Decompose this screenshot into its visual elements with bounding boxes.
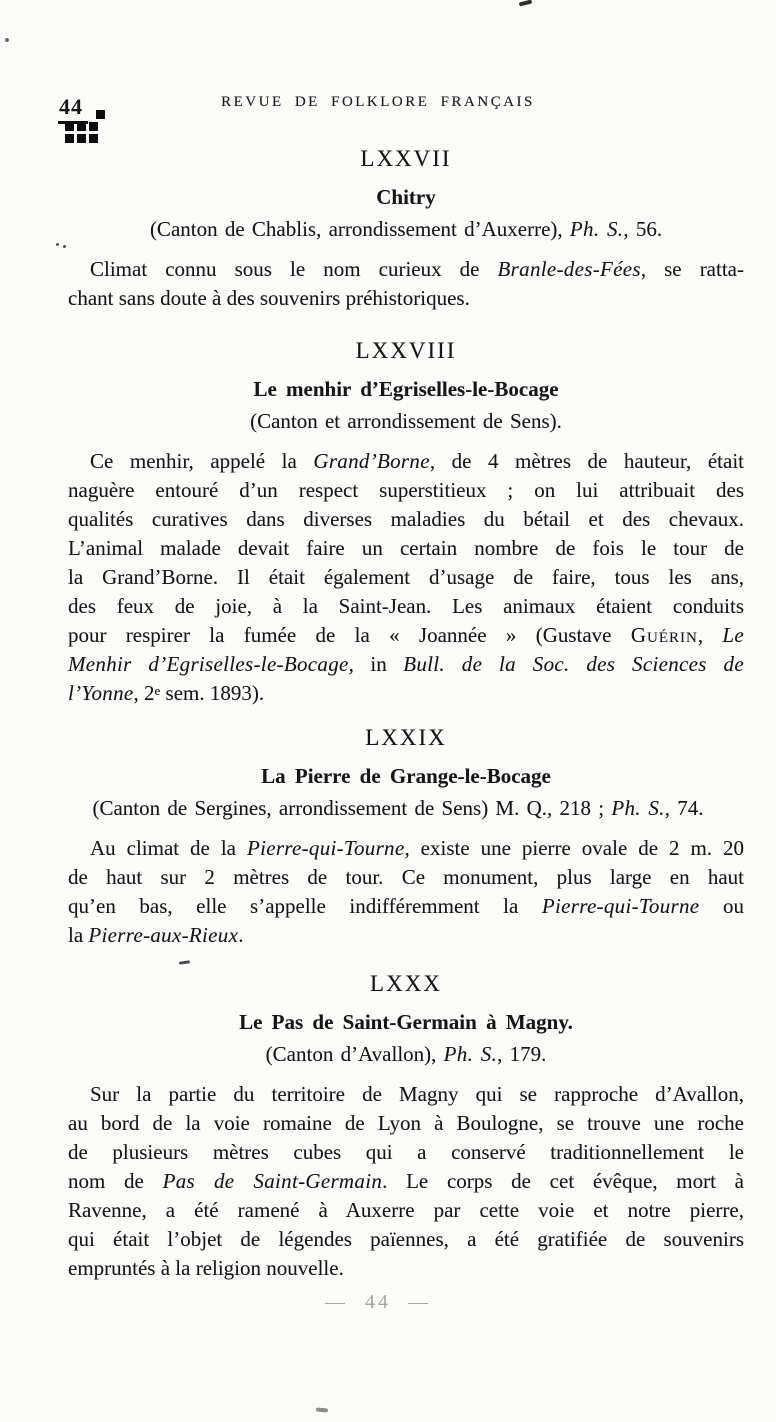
text-line: naguère entouré d’un respect superstitieux ; on lui attribuait des <box>68 478 744 502</box>
scan-artifact <box>56 243 59 246</box>
text-line: L’animal malade devait faire un certain nombre de fois le tour de <box>68 536 744 560</box>
text-line: qualités curatives dans diverses maladies du bétail et des chevaux. <box>68 507 744 531</box>
text-line: Ce menhir, appelé la Grand’Borne, de 4 mètres de hauteur, était <box>90 449 744 473</box>
section-paragraph <box>68 447 744 708</box>
section-paragraph <box>68 834 744 950</box>
section-numeral: LXXVII <box>360 146 452 171</box>
section-lxxx <box>68 969 744 1283</box>
ink-square <box>89 122 98 131</box>
text-line: qui était l’objet de légendes païennes, a été gratifiée de souvenirs <box>68 1227 744 1251</box>
text-line: de haut sur 2 mètres de tour. Ce monument, plus large en haut <box>68 865 744 889</box>
section-numeral: LXXIX <box>365 725 447 750</box>
scan-artifact <box>316 1407 328 1412</box>
section-lxxvii <box>68 144 744 313</box>
text-line: l’Yonne, 2e sem. 1893). <box>68 681 265 705</box>
ink-square <box>89 134 98 143</box>
ink-square <box>77 134 86 143</box>
section-subtitle: (Canton de Chablis, arrondissement d’Auxerre), Ph. S., 56. <box>149 217 663 241</box>
text-line: nom de Pas de Saint-Germain. Le corps de cet évêque, mort à <box>68 1169 744 1193</box>
section-title: Le Pas de Saint-Germain à Magny. <box>239 1010 573 1034</box>
text-line: la Grand’Borne. Il était également d’usage de faire, tous les ans, <box>68 565 744 589</box>
ink-square <box>65 122 74 131</box>
section-lxxix <box>68 723 744 950</box>
text-line: Au climat de la Pierre-qui-Tourne, existe une pierre ovale de 2 m. 20 <box>90 836 744 860</box>
section-subtitle: (Canton et arrondissement de Sens). <box>250 409 562 433</box>
section-subtitle: (Canton d’Avallon), Ph. S., 179. <box>265 1042 547 1066</box>
section-title: La Pierre de Grange-le-Bocage <box>261 764 551 788</box>
text-line: pour respirer la fumée de la « Joannée » (Gustave Guérin, Le <box>68 623 745 647</box>
running-header: REVUE DE FOLKLORE FRANÇAIS <box>221 94 535 110</box>
section-paragraph <box>68 1080 744 1283</box>
section-subtitle: (Canton de Sergines, arrondissement de Sens) M. Q., 218 ; Ph. S., 74. <box>92 796 704 820</box>
ink-square <box>65 134 74 143</box>
ink-square <box>96 110 105 119</box>
text-line: Climat connu sous le nom curieux de Branle-des-Fées, se ratta- <box>90 257 744 281</box>
text-line: empruntés à la religion nouvelle. <box>68 1256 344 1280</box>
section-title: Le menhir d’Egriselles-le-Bocage <box>253 377 559 401</box>
text-line: Menhir d’Egriselles-le-Bocage, in Bull. de la Soc. des Sciences de <box>68 652 744 676</box>
text-line: Ravenne, a été ramené à Auxerre par cette voie et notre pierre, <box>68 1198 744 1222</box>
scan-artifact <box>179 960 190 965</box>
section-lxxviii <box>68 336 744 708</box>
ink-square <box>77 122 86 131</box>
text-line: de plusieurs mètres cubes qui a conservé traditionnellement le <box>68 1140 744 1164</box>
text-line: au bord de la voie romaine de Lyon à Boulogne, se trouve une roche <box>68 1111 744 1135</box>
text-line: chant sans doute à des souvenirs préhistoriques. <box>68 286 470 310</box>
footer-page-number: — 44 — <box>325 1291 431 1313</box>
section-paragraph <box>68 255 744 313</box>
section-numeral: LXXX <box>370 971 442 996</box>
section-title: Chitry <box>376 185 436 209</box>
page-number: 44 <box>58 94 88 124</box>
text-line: la Pierre-aux-Rieux. <box>68 923 244 947</box>
scan-artifact <box>63 245 66 248</box>
scan-artifact <box>519 0 533 7</box>
text-line: qu’en bas, elle s’appelle indifféremment la Pierre-qui-Tourne ou <box>68 894 744 918</box>
text-line: Sur la partie du territoire de Magny qui se rapproche d’Avallon, <box>90 1082 744 1106</box>
text-line: des feux de joie, à la Saint-Jean. Les animaux étaient conduits <box>68 594 744 618</box>
scan-artifact <box>5 38 9 42</box>
section-numeral: LXXVIII <box>355 338 457 363</box>
